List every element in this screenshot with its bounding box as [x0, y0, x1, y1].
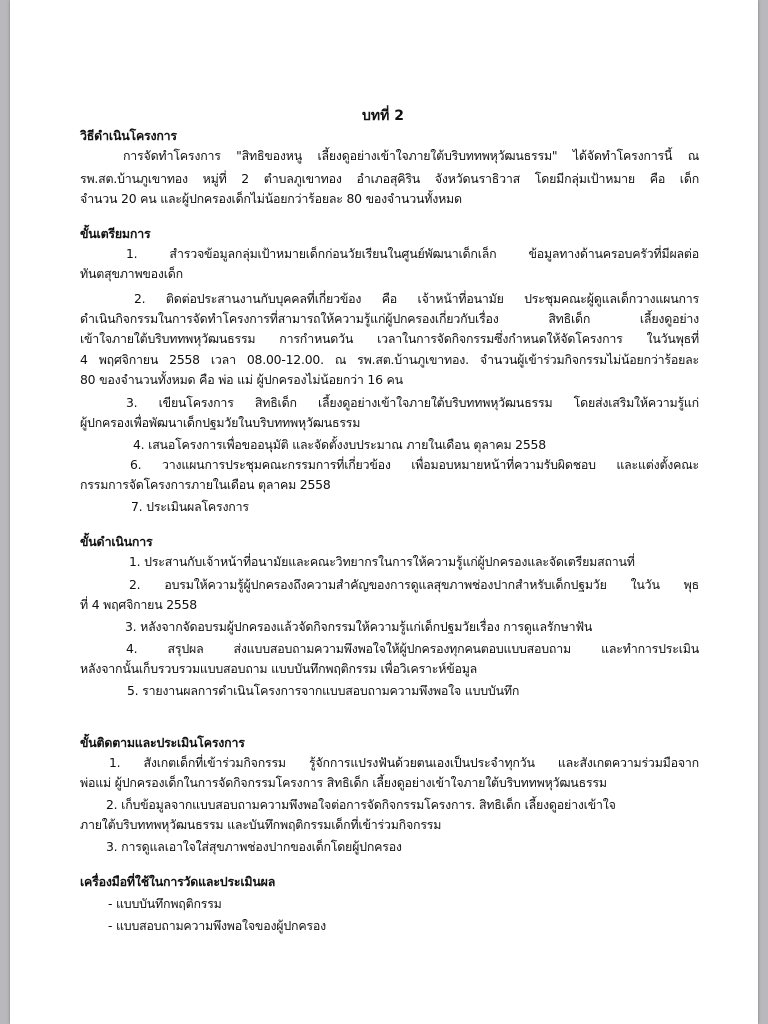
section-heading-tools: เครื่องมือที่ใช้ในการวัดและประเมินผล [80, 874, 276, 889]
prep-item-6-line: กรรมการจัดโครงการภายในเดือน ตุลาคม 2558 [80, 477, 331, 492]
exec-item-4-line: หลังจากนั้นเก็บรวบรวมแบบสอบถาม แบบบันทึกพฤติกรรม เพื่อวิเคราะห์ข้อมูล [80, 661, 478, 676]
tools-list-item: - แบบสอบถามความพึงพอใจของผู้ปกครอง [108, 918, 326, 933]
prep-item-1-line: 1. สำรวจข้อมูลกลุ่มเป้าหมายเด็กก่อนวัยเรียนในศูนย์พัฒนาเด็กเล็ก ข้อมูลทางด้านครอบครัวที่มีผลต่อ [126, 246, 699, 261]
exec-item-1-line: 1. ประสานกับเจ้าหน้าที่อนามัยและคณะวิทยากรในการให้ความรู้แก่ผู้ปกครองและจัดเตรียมสถานที่ [129, 554, 635, 569]
method-paragraph-line: การจัดทำโครงการ "สิทธิของหนู เลี้ยงดูอย่างเข้าใจภายใต้บริบททพหุวัฒนธรรม" ได้จัดทำโครงการนี้ ณ [123, 148, 699, 163]
exec-item-2-line: ที่ 4 พฤศจิกายน 2558 [80, 597, 197, 612]
prep-item-2-line: 2. ติดต่อประสานงานกับบุคคลที่เกี่ยวข้อง คือ เจ้าหน้าที่อนามัย ประชุมคณะผู้ดูแลเด็กวางแผนการ [134, 291, 699, 306]
chapter-title: บทที่ 2 [362, 108, 404, 124]
prep-item-2-line: ดำเนินกิจกรรมในการจัดทำโครงการที่สามารถให้ความรู้แก่ผู้ปกครองเกี่ยวกับเรื่อง สิทธิเด็ก เลี้ยงดูอย่าง [80, 311, 699, 326]
prep-item-2-line: 4 พฤศจิกายน 2558 เวลา 08.00-12.00. ณ รพ.สต.บ้านภูเขาทอง. จำนวนผู้เข้าร่วมกิจกรรมไม่น้อยกว่าร้อยละ [80, 352, 699, 367]
method-paragraph-line: จำนวน 20 คน และผู้ปกครองเด็กไม่น้อยกว่าร้อยละ 80 ของจำนวนทั้งหมด [80, 191, 462, 206]
tools-list-item: - แบบบันทึกพฤติกรรม [108, 896, 222, 911]
exec-item-3-line: 3. หลังจากจัดอบรมผู้ปกครองแล้วจัดกิจกรรมให้ความรู้แก่เด็กปฐมวัยเรื่อง การดูแลรักษาฟัน [125, 619, 593, 634]
prep-item-7-line: 7. ประเมินผลโครงการ [131, 499, 249, 514]
section-heading-prep: ขั้นเตรียมการ [80, 226, 151, 241]
prep-item-3-line: ผู้ปกครองเพื่อพัฒนาเด็กปฐมวัยในบริบททพหุวัฒนธรรม [80, 415, 361, 430]
followup-item-1-line: พ่อแม่ ผู้ปกครองเด็กในการจัดกิจกรรมโครงการ สิทธิเด็ก เลี้ยงดูอย่างเข้าใจภายใต้บริบททพหุวัฒนธรรม [80, 775, 607, 790]
exec-item-4-line: 4. สรุปผล ส่งแบบสอบถามความพึงพอใจให้ผู้ปกครองทุกคนตอบแบบสอบถาม และทำการประเมิน [126, 641, 699, 656]
document-page [10, 0, 758, 1024]
prep-item-2-line: 80 ของจำนวนทั้งหมด คือ พ่อ แม่ ผู้ปกครองไม่น้อยกว่า 16 คน [80, 372, 403, 387]
followup-item-3-line: 3. การดูแลเอาใจใส่สุขภาพช่องปากของเด็กโดยผู้ปกครอง [106, 839, 402, 854]
followup-item-2-line: ภายใต้บริบททพหุวัฒนธรรม และบันทึกพฤติกรรมเด็กที่เข้าร่วมกิจกรรม [80, 817, 442, 832]
method-paragraph-line: รพ.สต.บ้านภูเขาทอง หมู่ที่ 2 ตำบลภูเขาทอง อำเภอสุคิริน จังหวัดนราธิวาส โดยมีกลุ่มเป้าหมาย คือ เด็ก [80, 171, 699, 186]
prep-item-3-line: 3. เขียนโครงการ สิทธิเด็ก เลี้ยงดูอย่างเข้าใจภายใต้บริบททพหุวัฒนธรรม โดยส่งเสริมให้ความรู้แก่ [126, 395, 699, 410]
exec-item-5-line: 5. รายงานผลการดำเนินโครงการจากแบบสอบถามความพึงพอใจ แบบบันทึก [127, 683, 520, 698]
prep-item-2-line: เข้าใจภายใต้บริบททพหุวัฒนธรรม การกำหนดวัน เวลาในการจัดกิจกรรมซึ่งกำหนดให้จัดโครงการ ในวันพุธที่ [80, 331, 699, 346]
section-heading-method: วิธีดำเนินโครงการ [80, 128, 177, 143]
followup-item-2-line: 2. เก็บข้อมูลจากแบบสอบถามความพึงพอใจต่อการจัดกิจกรรมโครงการ. สิทธิเด็ก เลี้ยงดูอย่างเข้าใจ [106, 797, 616, 812]
section-heading-followup: ขั้นติดตามและประเมินโครงการ [80, 735, 245, 750]
prep-item-1-line: ทันตสุขภาพของเด็ก [80, 266, 183, 281]
section-heading-exec: ขั้นดำเนินการ [80, 534, 153, 549]
followup-item-1-line: 1. สังเกตเด็กที่เข้าร่วมกิจกรรม รู้จักการแปรงฟันด้วยตนเองเป็นประจำทุกวัน และสังเกตความร่วมมือจาก [109, 755, 699, 770]
exec-item-2-line: 2. อบรมให้ความรู้ผู้ปกครองถึงความสำคัญของการดูแลสุขภาพช่องปากสำหรับเด็กปฐมวัย ในวัน พุธ [129, 577, 699, 592]
prep-item-6-line: 6. วางแผนการประชุมคณะกรรมการที่เกี่ยวข้อง เพื่อมอบหมายหน้าที่ความรับผิดชอบ และแต่งตั้งคณะ [130, 457, 699, 472]
prep-item-4-line: 4. เสนอโครงการเพื่อขออนุมัติ และจัดตั้งงบประมาณ ภายในเดือน ตุลาคม 2558 [133, 437, 546, 452]
